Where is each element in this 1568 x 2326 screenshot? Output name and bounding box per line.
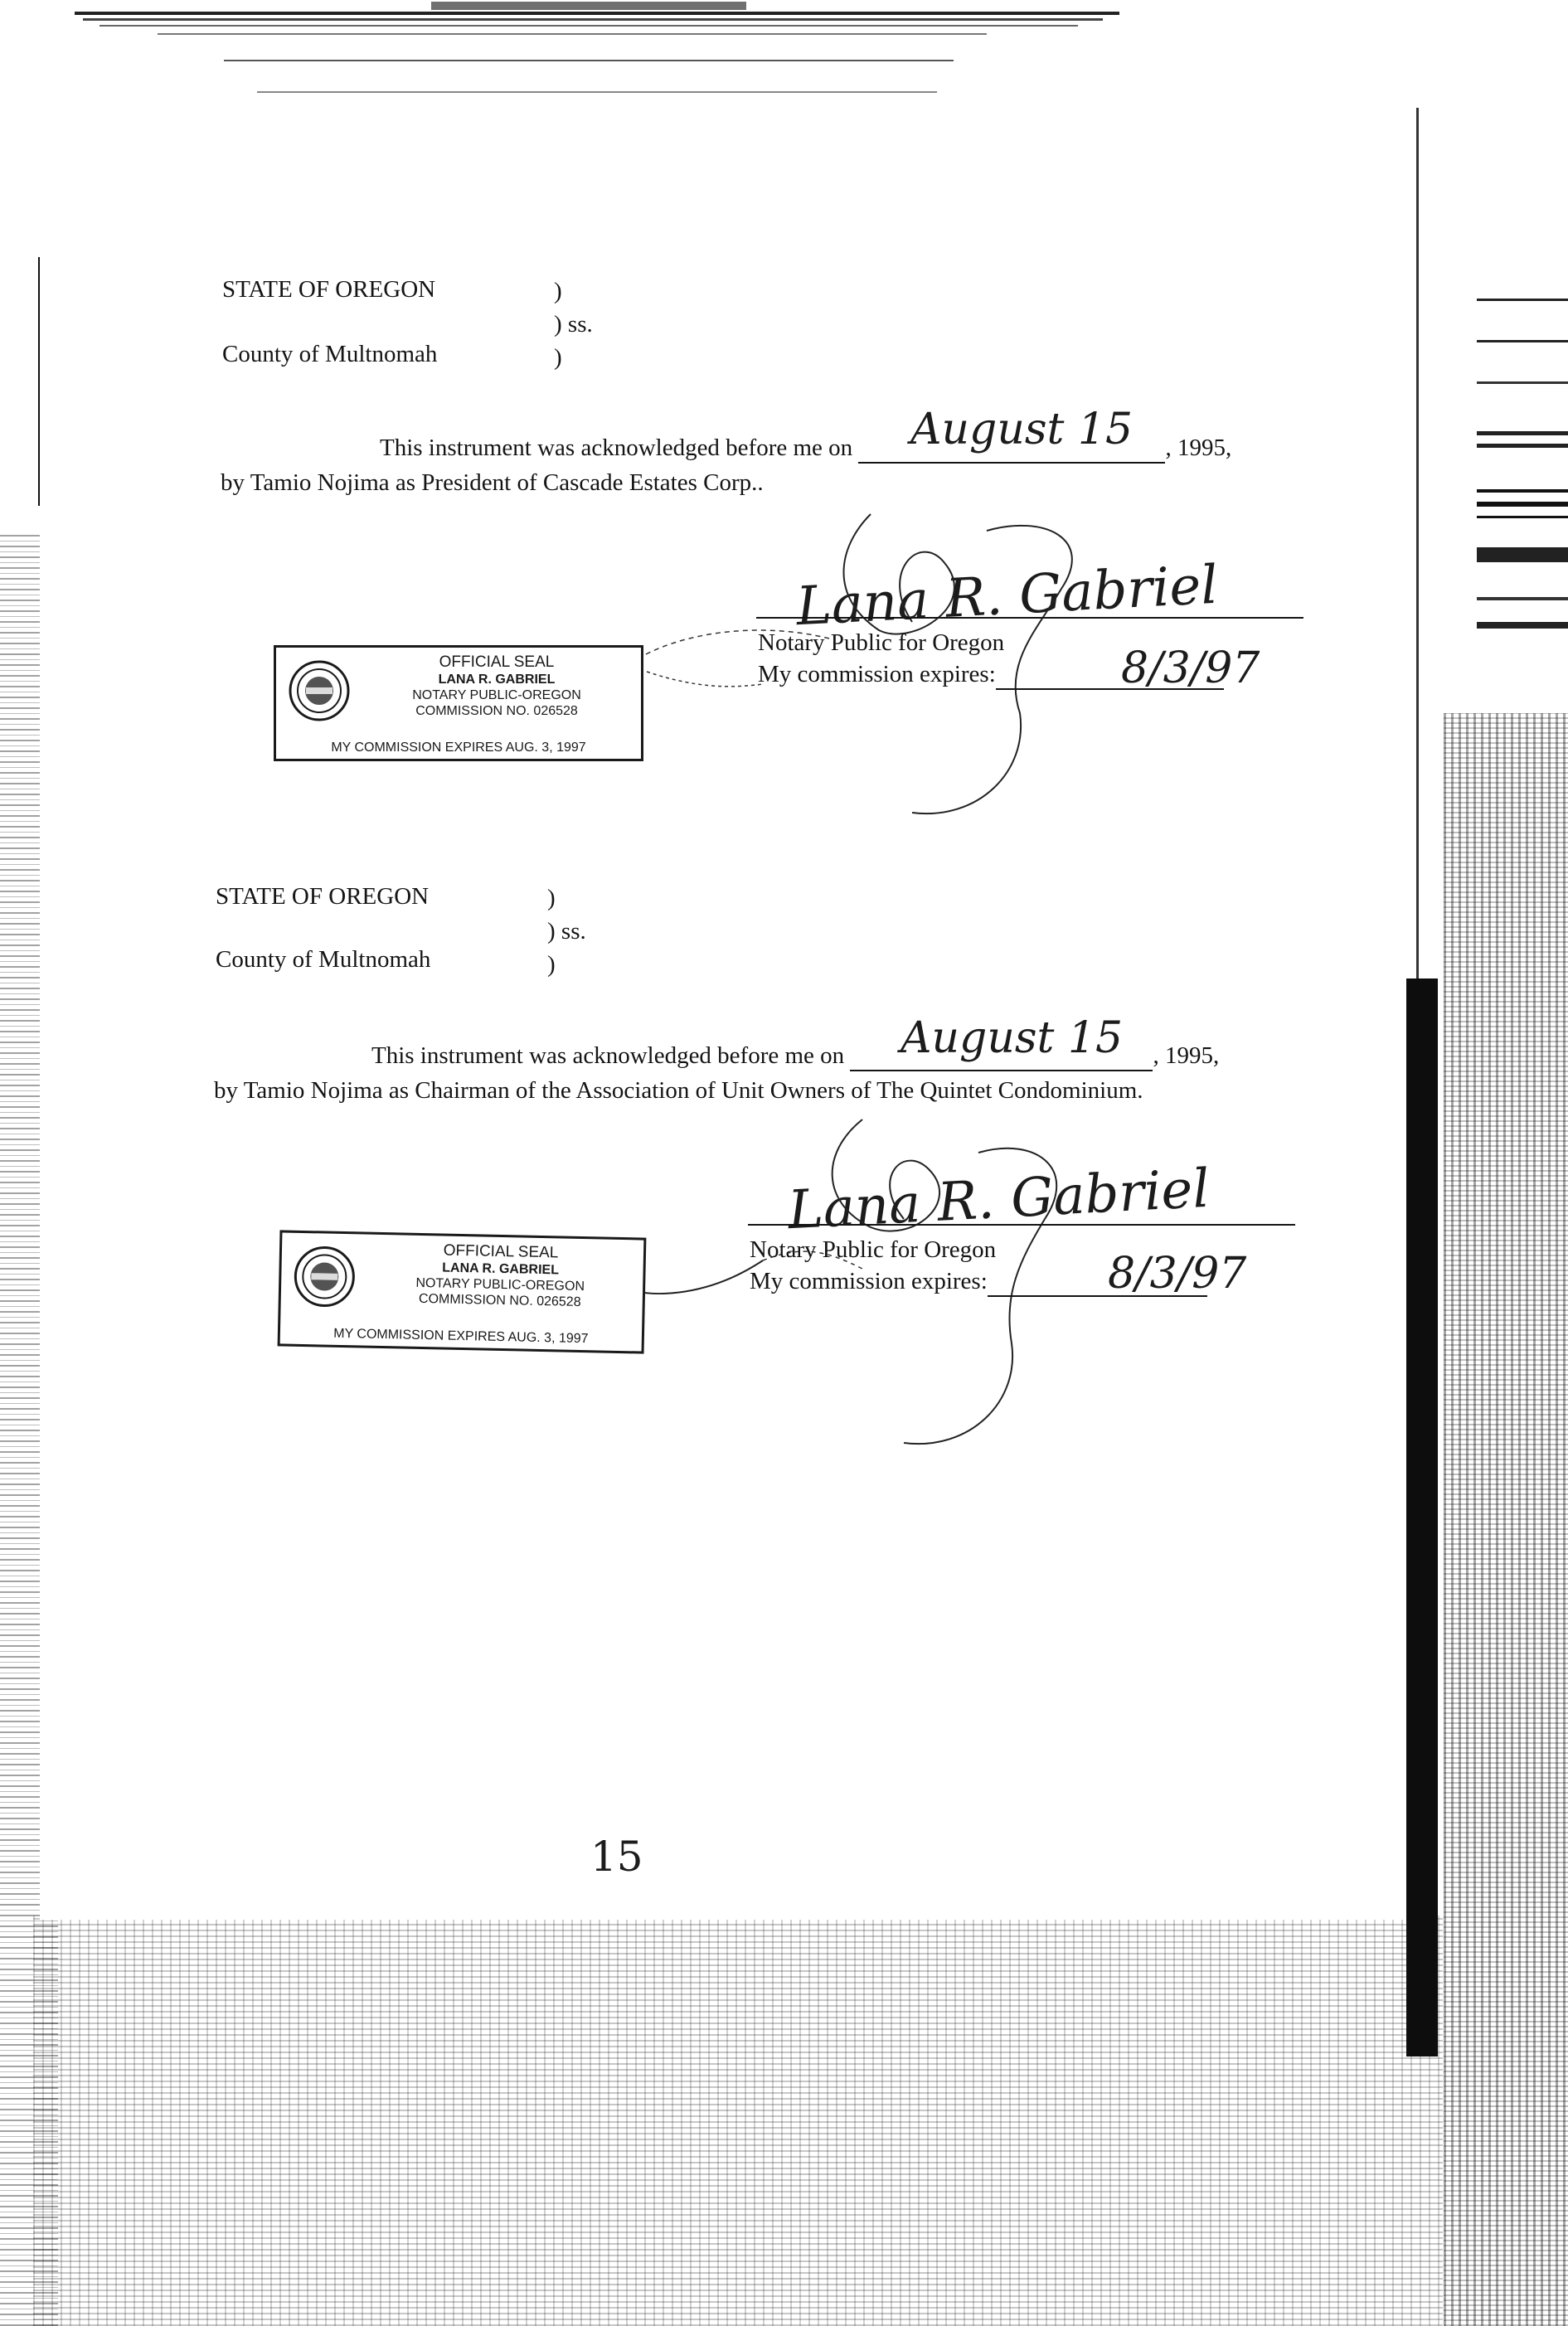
bracket-ss: ) ss.: [554, 311, 593, 337]
seal-name: LANA R. GABRIEL: [438, 673, 556, 687]
commission-label: My commission expires:: [758, 661, 996, 687]
notary-public-label: Notary Public for Oregon: [750, 1236, 997, 1263]
seal-expiration: MY COMMISSION EXPIRES AUG. 3, 1997: [333, 1326, 589, 1347]
notary-signature: Lana R. Gabriel: [786, 1158, 1211, 1242]
bracket-bottom: ): [547, 951, 556, 978]
acknowledgment-year: , 1995,: [1165, 435, 1232, 461]
scan-noise-bottom: [33, 1916, 1443, 2326]
bracket-bottom: ): [554, 344, 562, 371]
handwritten-date: August 15: [901, 1013, 1124, 1063]
acknowledgment-year: , 1995,: [1153, 1042, 1220, 1069]
page-number: 15: [590, 1833, 643, 1881]
bracket-top: ): [547, 885, 556, 911]
acknowledgment-by: by Tamio Nojima as President of Cascade Estates Corp..: [221, 469, 764, 496]
acknowledgment-by: by Tamio Nojima as Chairman of the Association of Unit Owners of The Quintet Condominium.: [214, 1077, 1143, 1104]
seal-text: [359, 653, 634, 719]
state-seal-emblem-icon: [288, 659, 351, 722]
scan-lines-right: [1460, 299, 1568, 647]
seal-title: OFFICIAL SEAL: [439, 653, 555, 671]
seal-name: LANA R. GABRIEL: [442, 1260, 560, 1278]
scan-noise-right: [1444, 713, 1568, 2326]
acknowledgment-prefix: This instrument was acknowledged before me on: [380, 435, 853, 461]
bracket-ss: ) ss.: [547, 918, 586, 944]
seal-expiration: MY COMMISSION EXPIRES AUG. 3, 1997: [331, 741, 586, 755]
document-page: [40, 108, 1419, 1920]
official-seal-stamp: [278, 1230, 647, 1353]
state-seal-emblem-icon: [293, 1245, 357, 1309]
handwritten-date: August 15: [910, 405, 1134, 454]
commission-label: My commission expires:: [750, 1268, 988, 1294]
state-heading: STATE OF OREGON: [216, 883, 430, 910]
seal-notary-line: NOTARY PUBLIC-OREGON: [412, 688, 581, 702]
seal-title: OFFICIAL SEAL: [443, 1241, 559, 1262]
notary-public-label: Notary Public for Oregon: [758, 629, 1005, 656]
seal-text: [364, 1240, 638, 1312]
notary-signature: Lana R. Gabriel: [794, 554, 1220, 639]
scan-bar-right: [1406, 978, 1438, 2056]
acknowledgment-prefix: This instrument was acknowledged before me on: [371, 1042, 845, 1069]
signature-line: [756, 617, 1303, 619]
handwritten-commission-date: 8/3/97: [1108, 1249, 1247, 1299]
handwritten-commission-date: 8/3/97: [1121, 643, 1260, 693]
seal-notary-line: NOTARY PUBLIC-OREGON: [415, 1275, 585, 1294]
official-seal-stamp: [274, 645, 643, 761]
county-heading: County of Multnomah: [216, 946, 431, 973]
seal-commission-number: COMMISSION NO. 026528: [418, 1291, 581, 1310]
seal-commission-number: COMMISSION NO. 026528: [415, 704, 578, 718]
scan-noise-top: [75, 0, 1119, 108]
bracket-top: ): [554, 278, 562, 304]
signature-line: [748, 1224, 1295, 1226]
state-heading: STATE OF OREGON: [222, 276, 436, 303]
county-heading: County of Multnomah: [222, 341, 438, 367]
